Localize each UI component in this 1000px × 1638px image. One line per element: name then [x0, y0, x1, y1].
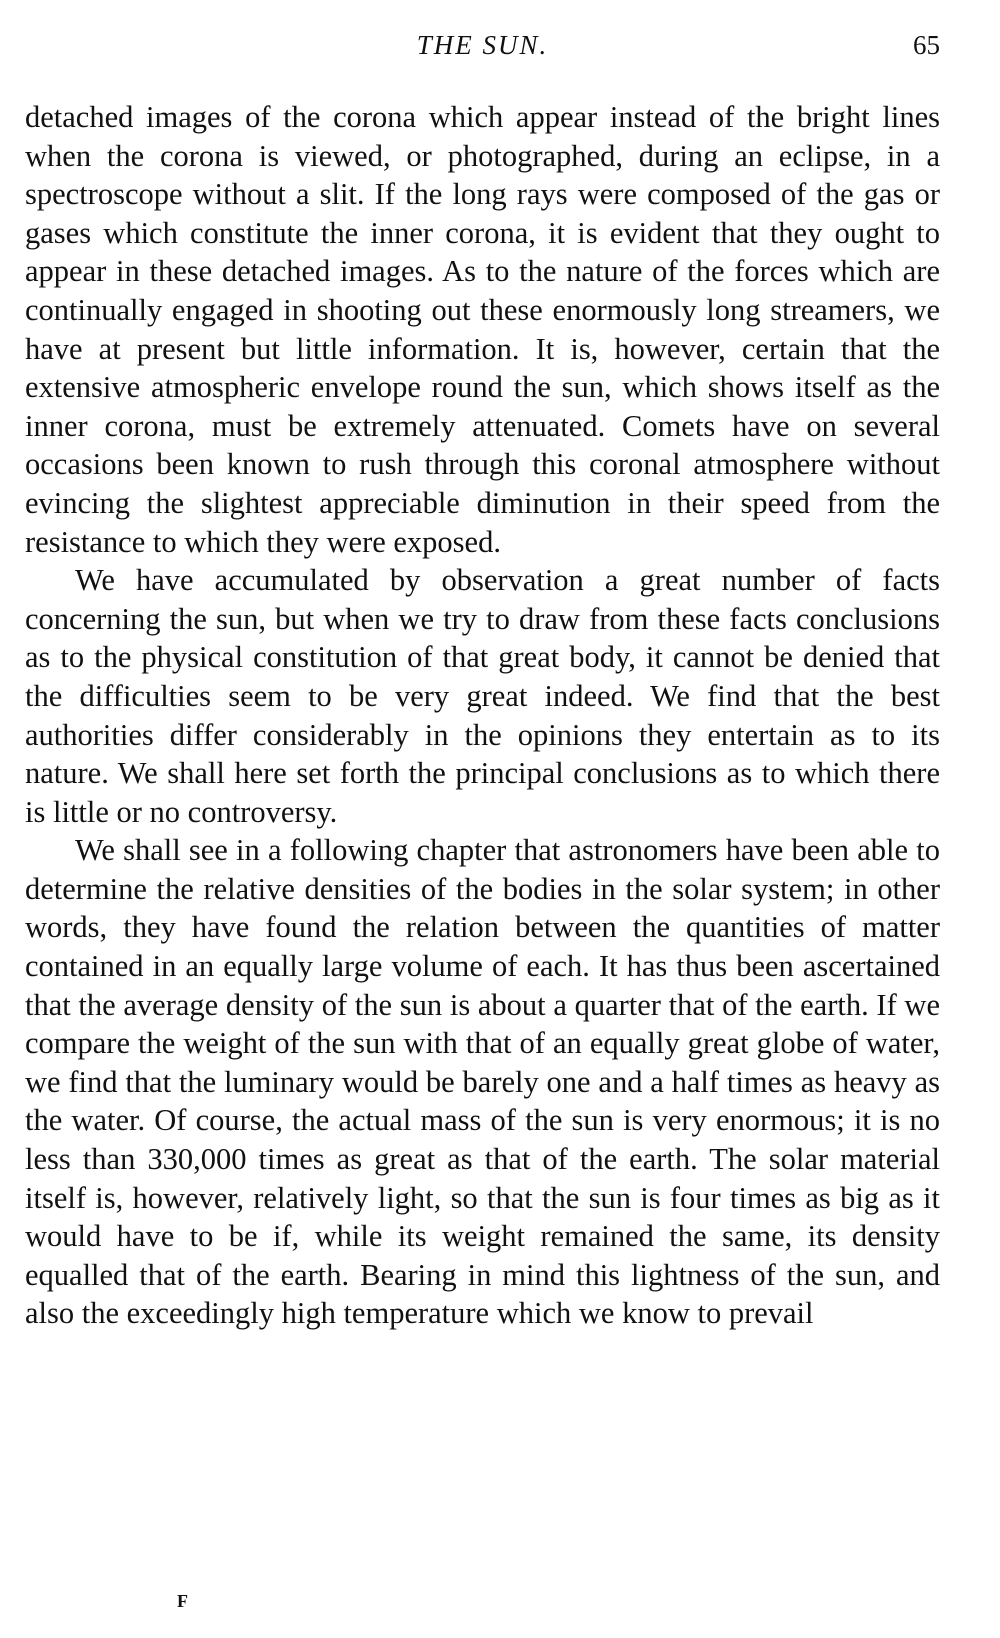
page-number: 65: [913, 30, 940, 60]
running-head: [25, 30, 940, 66]
paragraph: We have accumulated by observation a great number of facts concerning the sun, but when we try to draw from these facts conclusions as to the physical constitution of that great body, it cannot be denied that the difficulties seem to be very great indeed. We find that the best authorities differ considerably in the opinions they entertain as to its nature. We shall here set forth the principal conclusions as to which there is little or no controversy.: [25, 563, 940, 829]
signature-mark: F: [177, 1591, 188, 1611]
paragraph-continued: detached images of the corona which appear instead of the bright lines when the corona is viewed, or photographed, during an eclipse, in a spectroscope without a slit. If the long rays were composed of the gas or gases which constitute the inner corona, it is evident that they ought to appear in these detached images. As to the nature of the forces which are continually engaged in shooting out these enormously long streamers, we have at present but little information. It is, however, certain that the extensive atmospheric envelope round the sun, which shows itself as the inner corona, must be extremely attenuated. Comets have on several occasions been known to rush through this coronal atmosphere without evincing the slightest appreciable diminution in their speed from the resistance to which they were exposed.: [25, 100, 940, 559]
running-title: THE SUN.: [416, 30, 549, 60]
paragraph: We shall see in a following chapter that astronomers have been able to determine the relative densities of the bodies in the solar system; in other words, they have found the relation between the quantities of matter contained in an equally large volume of each. It has thus been ascertained that the average density of the sun is about a quarter that of the earth. If we compare the weight of the sun with that of an equally great globe of water, we find that the luminary would be barely one and a half times as heavy as the water. Of course, the actual mass of the sun is very enormous; it is no less than 330,000 times as great as that of the earth. The solar material itself is, however, relatively light, so that the sun is four times as big as it would have to be if, while its weight remained the same, its density equalled that of the earth. Bearing in mind this lightness of the sun, and also the exceedingly high temperature which we know to prevail: [25, 833, 940, 1331]
body-text: [25, 98, 940, 1333]
